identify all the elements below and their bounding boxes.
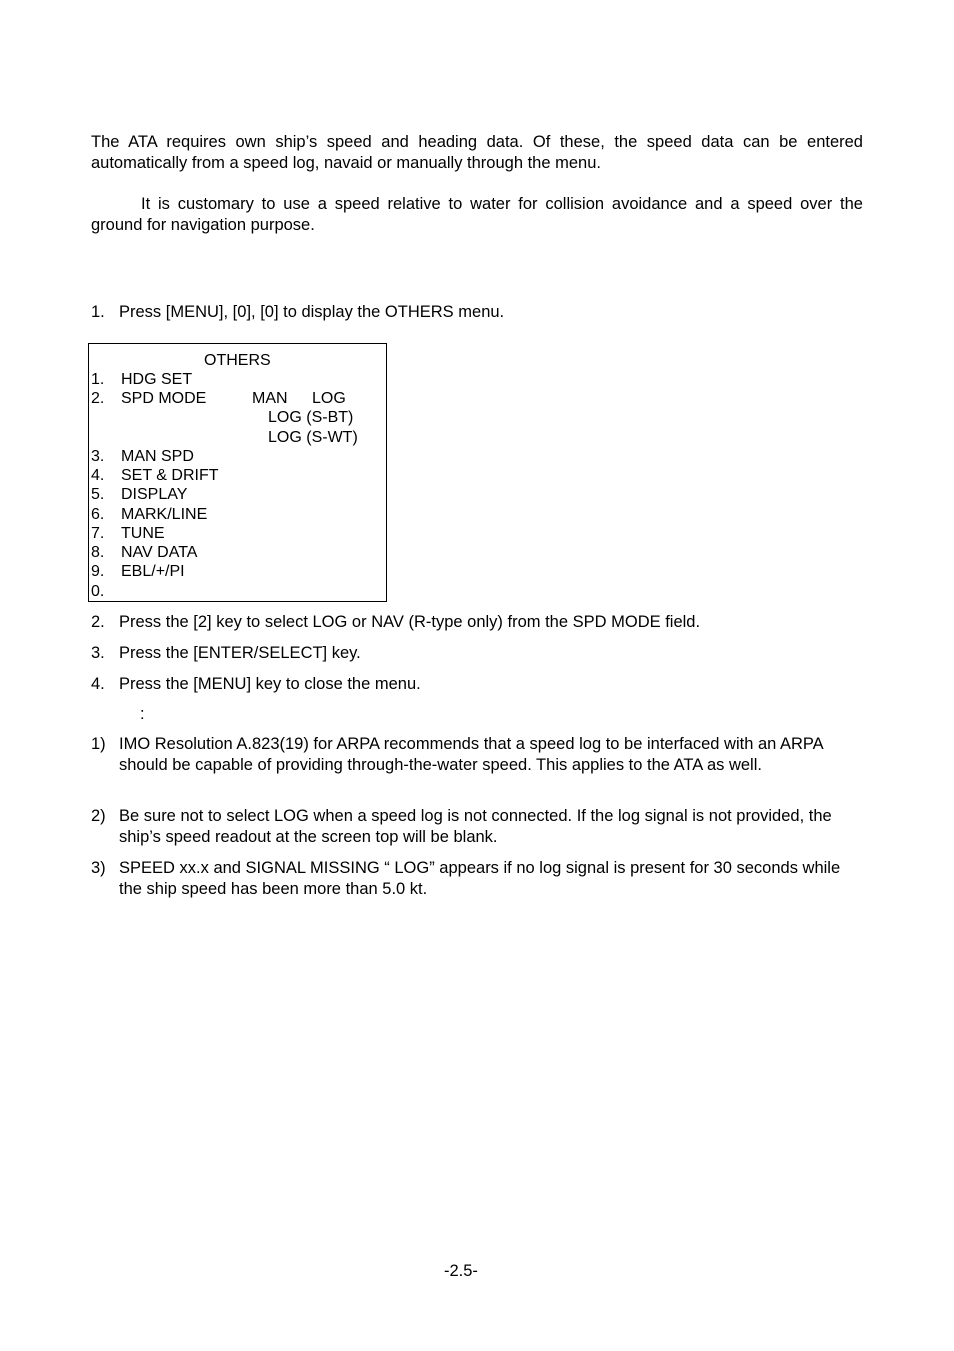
menu-item-label: TUNE: [121, 525, 165, 542]
menu-item-label: HDG SET: [121, 371, 193, 388]
note-number: 2): [91, 807, 106, 825]
step-number: 2.: [91, 613, 105, 631]
note-number: 3): [91, 859, 106, 877]
menu-item-number: 3.: [91, 448, 105, 465]
spd-option-man: MAN: [252, 390, 288, 407]
spd-option-log-sbt: LOG (S-BT): [268, 409, 354, 426]
intro-paragraph-2: It is customary to use a speed relative to water for collision avoidance and a speed over the ground for navigation purpose.: [91, 195, 863, 234]
menu-item-number: 7.: [91, 525, 105, 542]
page-number: -2.5-: [444, 1262, 478, 1280]
others-menu-box: [88, 343, 387, 602]
menu-title: OTHERS: [204, 352, 271, 369]
menu-item-label: MARK/LINE: [121, 506, 208, 523]
step-text: Press [MENU], [0], [0] to display the OTHERS menu.: [119, 303, 505, 321]
menu-item-number: 9.: [91, 563, 105, 580]
menu-item-label: SPD MODE: [121, 390, 207, 407]
step-number: 1.: [91, 303, 105, 321]
menu-item-number: 0.: [91, 583, 105, 600]
menu-item-label: MAN SPD: [121, 448, 194, 465]
menu-item-label: SET & DRIFT: [121, 467, 219, 484]
intro-paragraph-1: The ATA requires own ship’s speed and heading data. Of these, the speed data can be entered automatically from a speed log, navaid or manually through the menu.: [91, 133, 863, 172]
menu-item-label: DISPLAY: [121, 486, 188, 503]
step-text: Press the [MENU] key to close the menu.: [119, 675, 421, 693]
note-text: Be sure not to select LOG when a speed log is not connected. If the log signal is not provided, the ship’s speed readout at the screen top will be blank.: [119, 807, 832, 846]
spd-option-log: LOG: [312, 390, 346, 407]
menu-item-number: 4.: [91, 467, 105, 484]
menu-item-number: 8.: [91, 544, 105, 561]
menu-item-label: NAV DATA: [121, 544, 198, 561]
note-number: 1): [91, 735, 106, 753]
step-number: 3.: [91, 644, 105, 662]
note-text: IMO Resolution A.823(19) for ARPA recommends that a speed log to be interfaced with an ARPA should be capable of providing through-the-water speed. This applies to the ATA as well.: [119, 735, 823, 774]
note-text: SPEED xx.x and SIGNAL MISSING “ LOG” appears if no log signal is present for 30 seconds while the ship speed has been more than 5.0 kt.: [119, 859, 841, 898]
menu-item-number: 1.: [91, 371, 105, 388]
menu-item-number: 6.: [91, 506, 105, 523]
spd-option-log-swt: LOG (S-WT): [268, 429, 358, 446]
step-number: 4.: [91, 675, 105, 693]
note-marker: :: [140, 705, 145, 723]
step-text: Press the [2] key to select LOG or NAV (R-type only) from the SPD MODE field.: [119, 613, 701, 631]
menu-item-number: 5.: [91, 486, 105, 503]
step-text: Press the [ENTER/SELECT] key.: [119, 644, 361, 662]
menu-item-number: 2.: [91, 390, 105, 407]
menu-item-label: EBL/+/PI: [121, 563, 185, 580]
